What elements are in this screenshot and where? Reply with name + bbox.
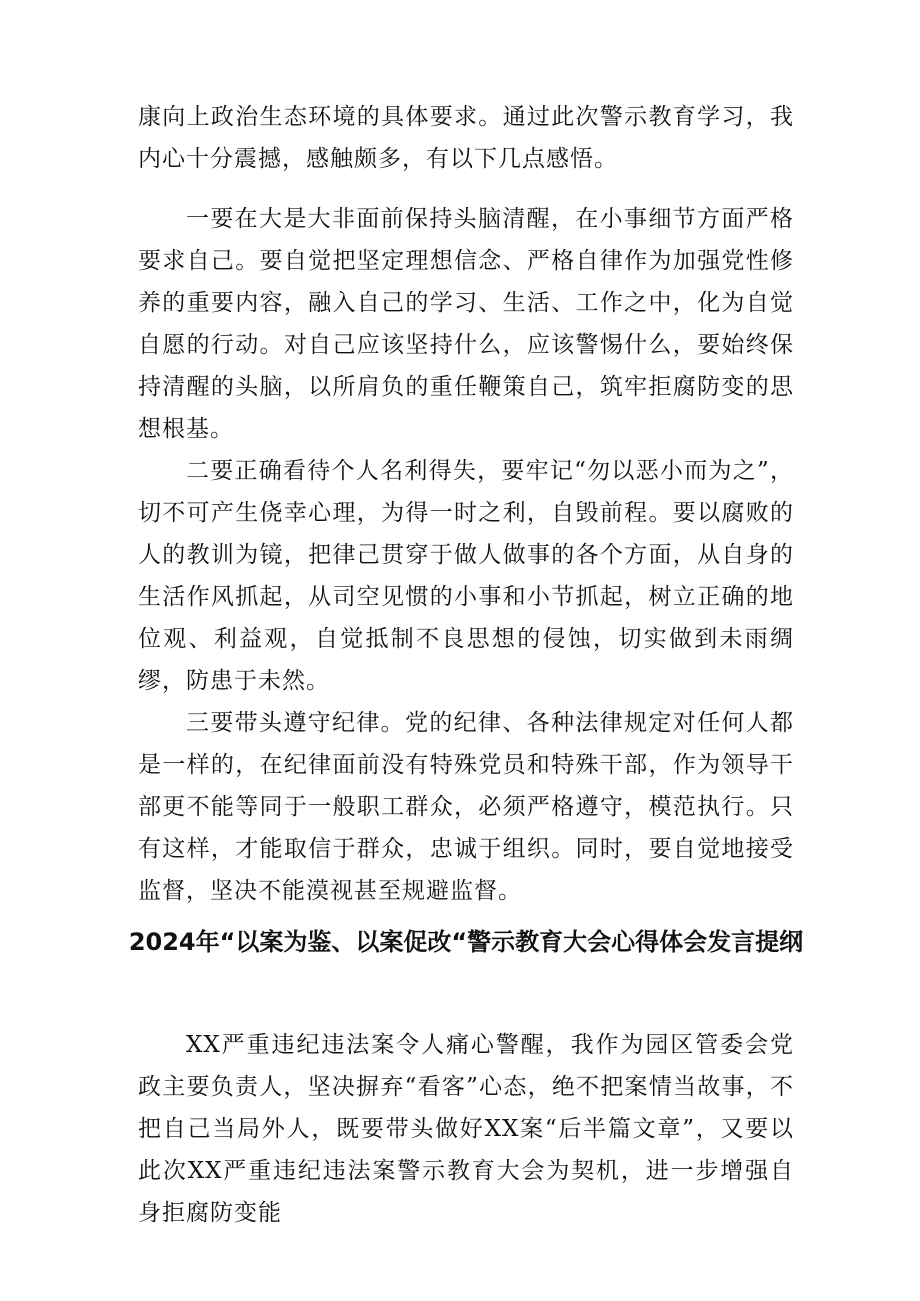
document-body bbox=[128, 96, 804, 1234]
section-title: 2024年“以案为鉴、以案促改“警示教育大会心得体会发言提纲 bbox=[128, 928, 804, 956]
paragraph-point-three: 三要带头遵守纪律。党的纪律、各种法律规定对任何人都是一样的，在纪律面前没有特殊党员和特殊干部，作为领导干部更不能等同于一般职工群众，必须严格遵守，模范执行。只有这样，才能取信于群众，忠诚于组织。同时，要自觉地接受监督，坚决不能漠视甚至规避监督。 bbox=[138, 710, 794, 904]
paragraph-intro-continued: 康向上政治生态环境的具体要求。通过此次警示教育学习，我内心十分震撼，感触颇多，有以下几点感悟。 bbox=[138, 104, 794, 172]
paragraph-spacer bbox=[138, 180, 794, 198]
paragraph-point-two: 二要正确看待个人名利得失，要牢记“勿以恶小而为之”，切不可产生侥幸心理，为得一时之利，自毁前程。要以腐败的人的教训为镜，把律己贯穿于做人做事的各个方面，从自身的生活作风抓起，从司空见惯的小事和小节抓起，树立正确的地位观、利益观，自觉抵制不良思想的侵蚀，切实做到未雨绸缪，防患于未然。 bbox=[138, 458, 794, 694]
paragraph-point-one: 一要在大是大非面前保持头脑清醒，在小事细节方面严格要求自己。要自觉把坚定理想信念、严格自律作为加强党性修养的重要内容，融入自己的学习、生活、工作之中，化为自觉自愿的行动。对自己应该坚持什么，应该警惕什么，要始终保持清醒的头脑，以所肩负的重任鞭策自己，筑牢拒腐防变的思想根基。 bbox=[138, 206, 794, 442]
section-title-wrap bbox=[128, 916, 804, 968]
title-bottom-spacer bbox=[138, 968, 794, 1024]
paragraph-new-section-opening: XX严重违纪违法案令人痛心警醒，我作为园区管委会党政主要负责人，坚决摒弃“看客”心态，绝不把案情当故事，不把自己当局外人，既要带头做好XX案“后半篇文章”，又要以此次XX严重违纪违法案警示教育大会为契机，进一步增强自身拒腐防变能 bbox=[138, 1032, 794, 1226]
